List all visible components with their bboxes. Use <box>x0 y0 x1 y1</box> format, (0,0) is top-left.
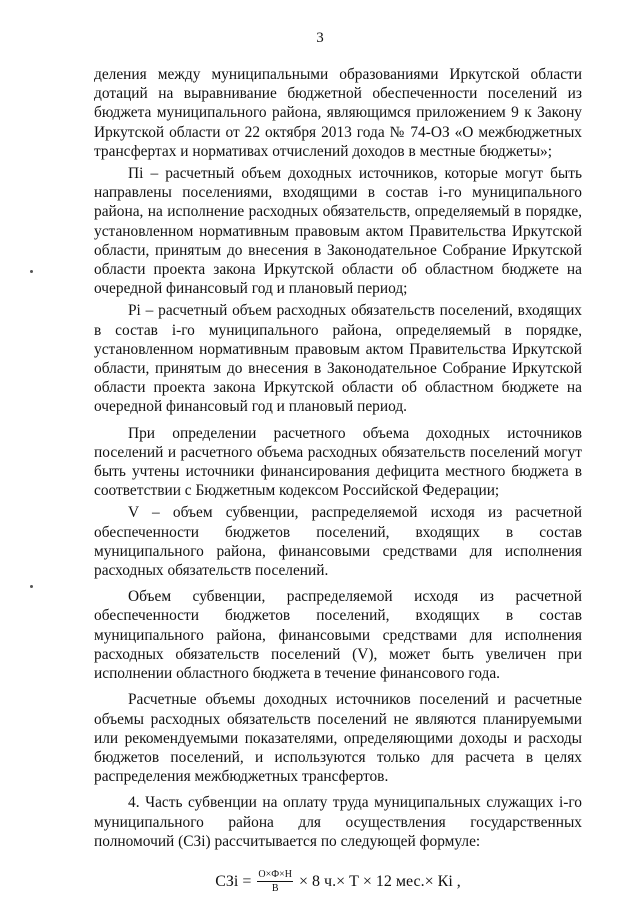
formula-fraction <box>257 869 293 894</box>
paragraph: 4. Часть субвенции на оплату труда муниципальных служащих i-го муниципального района для осуществления государственных полномочий (СЗi) рассчитывается по следующей формуле: <box>94 794 582 850</box>
scan-speck <box>30 270 33 273</box>
paragraph: Пi – расчетный объем доходных источников, которые могут быть направлены поселениями, входящими в состав i-го муниципального района, на исполнение расходных обязательств, определяемый в порядке, установленном нормативным правовым актом Правительства Иркутской области, принятым до внесения в Законодательное Собрание Иркутской области проекта закона Иркутской области об областном бюджете на очередной финансовый год и плановый период; <box>94 165 582 298</box>
paragraph: Расчетные объемы доходных источников поселений и расчетные объемы расходных обязательств поселений не являются планируемыми или рекомендуемыми показателями, определяющими доходы и расходы бюджетов поселений, и используются только для расчета в целях распределения межбюджетных трансфертов. <box>94 691 582 786</box>
paragraph: Рi – расчетный объем расходных обязательств поселений, входящих в состав i-го муниципального района, определяемый в порядке, установленном нормативным правовым актом Правительства Иркутской области, принятым до внесения в Законодательное Собрание Иркутской области проекта закона Иркутской области об областном бюджете на очередной финансовый год и плановый период. <box>94 302 582 416</box>
formula-numerator: О×Ф×Н <box>258 868 292 880</box>
document-body <box>94 65 582 894</box>
paragraph: деления между муниципальными образованиями Иркутской области дотаций на выравнивание бюджетной обеспеченности поселений из бюджета муниципального района, являющимся приложением 9 к Закону Иркутской области от 22 октября 2013 года № 74-ОЗ «О межбюджетных трансфертах и нормативах отчислений доходов в местные бюджеты»; <box>94 66 582 160</box>
scan-speck <box>30 585 33 588</box>
paragraph: V – объем субвенции, распределяемой исходя из расчетной обеспеченности бюджетов поселений, входящих в состав муниципального района, финансовыми средствами для исполнения расходных обязательств поселений. <box>94 504 582 580</box>
formula <box>94 869 582 894</box>
formula-rhs: × 8 ч.× Т × 12 мес.× Кi , <box>299 872 461 890</box>
formula-lhs: СЗi = <box>215 872 252 890</box>
paragraph: При определении расчетного объема доходных источников поселений и расчетного объема расходных обязательств поселений могут быть учтены источники финансирования дефицита местного бюджета в соответствии с Бюджетным кодексом Российской Федерации; <box>94 424 582 500</box>
page-number: 3 <box>316 30 324 46</box>
formula-denominator: В <box>271 882 279 894</box>
paragraph: Объем субвенции, распределяемой исходя из расчетной обеспеченности бюджетов поселений, входящих в состав муниципального района, финансовыми средствами для исполнения расходных обязательств поселений (V), может быть увеличен при исполнении областного бюджета в течение финансового года. <box>94 588 582 683</box>
